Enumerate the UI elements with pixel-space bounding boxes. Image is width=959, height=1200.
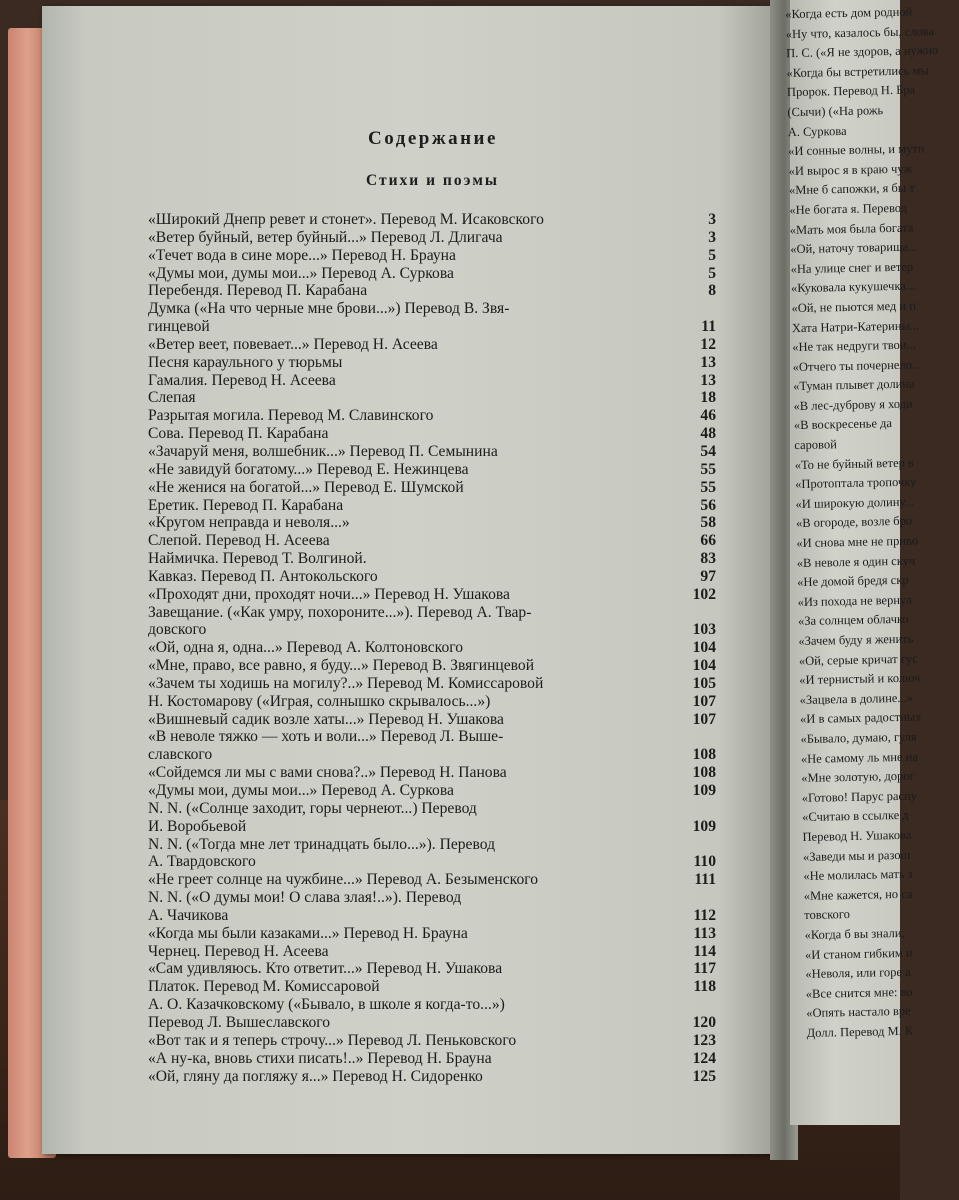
toc-entry-title: довского [148,621,207,639]
toc-entry-title: Сова. Перевод П. Карабана [148,425,329,443]
toc-entry [148,657,716,675]
right-page-line: «За солнцем облачко [797,612,909,629]
toc-entry [148,943,716,961]
toc-entry-title: N. N. («Солнце заходит, горы чернеют...) Перевод [148,799,477,817]
right-page-line: «Опять настало вре [806,1004,911,1021]
toc-entry-title: «В неволе тяжко — хоть и воли...» Перевод Л. Выше- [148,728,504,746]
right-page-line: «Когда бы встретились мы [786,62,929,80]
toc-entry-page-number: 113 [693,924,716,942]
toc-entry-page-number: 112 [693,906,716,924]
toc-entry-title: «Широкий Днепр ревет и стонет». Перевод М. Исаковского [148,211,544,228]
toc-entry [148,550,716,568]
toc-entry [148,461,716,479]
toc-entry-page-number: 97 [700,567,716,585]
toc-entry [148,514,716,532]
toc-entry [148,479,716,497]
toc-entry [148,996,716,1014]
toc-entry-title: «Не женися на богатой...» Перевод Е. Шумской [148,478,464,496]
toc-entry-page-number: 109 [692,782,716,799]
toc-entry-page-number: 66 [700,532,716,550]
right-page-line: «И в самых радостных [799,709,922,727]
toc-entry-title: Разрытая могила. Перевод М. Славинского [148,407,434,425]
toc-entry [148,853,716,871]
toc-entry [148,265,716,283]
toc-entry [148,1050,716,1068]
toc-entry [148,336,716,354]
toc-entry-title: «Не греет солнце на чужбине...» Перевод А. Безыменского [148,871,539,889]
right-page [785,0,939,1125]
toc-entry-page-number: 48 [700,425,716,443]
toc-entry [148,282,716,300]
toc-entry-page-number: 105 [692,674,716,692]
toc-entry [148,621,716,639]
right-page-line: «Не молилась мать з [803,866,913,884]
right-page-line: «Ой, наточу товарища... [790,239,918,257]
right-page-line: «Считаю в ссылке д [802,808,909,825]
right-page-line: «Неволя, или горе а [805,964,911,982]
toc-entry [148,728,716,746]
toc-entry-title: И. Воробьевой [148,817,247,835]
toc-entry-page-number: 3 [708,211,716,228]
right-page-line: «Готово! Парус распу [801,788,918,805]
toc-entry-title: «Думы мои, думы мои...» Перевод А. Суркова [148,782,454,799]
toc-entry-title: Слепой. Перевод Н. Асеева [148,532,330,550]
toc-entry-page-number: 55 [700,460,716,478]
right-page-line: «Мне б сапожки, я бы т [788,180,915,198]
right-page-line: саровой [794,437,838,453]
right-page-line: «И станом гибким и [804,945,913,962]
toc-entry-title: «Ветер веет, повевает...» Перевод Н. Асеева [148,335,438,353]
toc-entry-title: Песня караульного у тюрьмы [148,353,343,371]
toc-entry-page-number: 104 [692,639,716,657]
right-page-line: товского [804,907,851,923]
toc-entry-title: гинцевой [148,318,210,336]
toc-entry-title: N. N. («О думы мои! О слава злая!..»). Перевод [148,889,462,907]
toc-entry [148,800,716,818]
toc-entry-page-number: 108 [692,746,716,764]
toc-entry [148,211,716,229]
right-page-line: «Мне кажется, но са [803,886,913,903]
right-page-line: «В огороде, возле бро [795,514,913,531]
right-page-text [785,3,939,1043]
right-page-line: «Мать моя была богата [789,220,914,237]
toc-entry-title: Перевод Л. Вышеславского [148,1013,331,1031]
toc-entry [148,1014,716,1032]
toc-entry-page-number: 8 [708,282,716,300]
right-page-line: «Ой, не пьются мед и п [791,298,917,316]
right-page-line: Долл. Перевод М. К [806,1023,914,1040]
toc-entry-page-number: 114 [693,942,716,960]
toc-entry-title: «Кругом неправда и неволя...» [148,514,350,532]
toc-entry-page-number: 108 [692,764,716,782]
toc-entry-title: А. Твардовского [148,853,256,871]
right-page-line: «Ну что, казалось бы, слова [785,23,935,41]
right-page-line: «И широкую долину... [795,494,914,511]
right-page-line: «Протоптала тропочку [795,474,917,492]
toc-entry-title: «Вот так и я теперь строчу...» Перевод Л. Пеньковского [148,1031,517,1049]
toc-entry [148,764,716,782]
toc-entry-page-number: 83 [700,550,716,568]
toc-entry [148,532,716,550]
toc-entry-title: славского [148,746,213,764]
right-page-line: «Бывало, думаю, гуля [800,729,917,747]
toc-entry-page-number: 13 [700,371,716,389]
toc-entry-title: Еретик. Перевод П. Карабана [148,496,344,514]
toc-entry-page-number: 58 [700,514,716,532]
right-page-line: «Когда есть дом родной [785,4,913,22]
toc-entry [148,960,716,978]
toc-entry [148,586,716,604]
toc-entry [148,871,716,889]
toc-entry [148,978,716,996]
right-page-line: «И вырос я в краю чуж [788,161,913,178]
toc-entry-title: Завещание. («Как умру, похороните...»). Перевод А. Твар- [148,603,532,621]
toc-entry-title: «Ой, одна я, одна...» Перевод А. Колтоновского [148,639,464,657]
toc-entry-title: А. О. Казачковскому («Бывало, в школе я когда-то...») [148,996,505,1014]
right-page-line: «Не богата я. Перевод [789,200,908,218]
toc-entry [148,389,716,407]
toc-entry-title: «Проходят дни, проходят ночи...» Перевод Н. Ушакова [148,585,510,603]
right-page-line: «Отчего ты почернело... [792,357,922,374]
right-page-line: «Ой, серые кричат гус [798,651,918,668]
right-page-line: «И сонные волны, и мутн [788,141,925,159]
toc-entry-page-number: 118 [693,978,716,996]
toc-entry-page-number: 117 [693,960,716,978]
toc-entry-title: «Мне, право, все равно, я буду...» Перевод В. Звягинцевой [148,657,535,675]
right-page-line: «То не буйный ветер в [794,455,914,472]
right-page-line: «Не так недруги твои... [792,337,917,355]
toc-entry-title: «Зачем ты ходишь на могилу?..» Перевод М. Комиссаровой [148,674,544,692]
right-page-line: Хата Натри-Катерины... [791,317,920,335]
toc-entry [148,318,716,336]
toc-entry-title: А. Чачикова [148,906,229,924]
toc-entry-page-number: 55 [700,478,716,496]
toc-entry-page-number: 125 [692,1067,716,1085]
toc-entry-page-number: 13 [700,353,716,371]
toc-entry-title: «Когда мы были казаками...» Перевод Н. Брауна [148,924,468,942]
toc-entry-page-number: 103 [692,621,716,639]
right-page-line: А. Суркова [787,123,847,139]
right-page-line: «Зачем буду я женить [798,631,914,649]
toc-entry [148,639,716,657]
toc-entry-title: «Думы мои, думы мои...» Перевод А. Суркова [148,264,454,282]
toc-entry [148,746,716,764]
toc-entry-title: Кавказ. Перевод П. Антокольского [148,567,378,585]
right-page-line: «Из похода не вернул [797,592,913,609]
toc-entry [148,925,716,943]
toc-entry-title: Наймичка. Перевод Т. Волгиной. [148,550,367,568]
toc-entry [148,300,716,318]
toc-entry-title: «Ветер буйный, ветер буйный...» Перевод Л. Длигача [148,228,503,246]
right-page-line: «Все снится мне: во [805,984,913,1001]
toc-entry-title: Слепая [148,389,196,407]
toc-entry-page-number: 111 [694,871,716,889]
toc-entry-title: «Зачаруй меня, волшебник...» Перевод П. Семынина [148,442,498,460]
toc-entry [148,1032,716,1050]
right-page-line: «На улице снег и ветер [790,259,914,276]
toc-entry-page-number: 12 [700,335,716,353]
right-page-line: «Заведи мы и разош [802,847,911,864]
right-page-line: П. С. («Я не здоров, а нужно [785,43,939,61]
toc-entry [148,372,716,390]
right-page-line: «В лес-дуброву я ходи [793,396,913,413]
toc-entry-title: Перебендя. Перевод П. Карабана [148,282,368,300]
table-of-contents [148,211,716,1085]
toc-entry [148,907,716,925]
toc-entry-page-number: 5 [708,246,716,264]
toc-entry [148,568,716,586]
toc-entry [148,497,716,515]
toc-entry-page-number: 46 [700,407,716,425]
toc-entry-title: «Сойдемся ли мы с вами снова?..» Перевод Н. Панова [148,764,507,782]
toc-entry-title: Думка («На что черные мне брови...») Перевод В. Звя- [148,300,510,318]
right-page-line: «И снова мне не приво [796,533,919,551]
right-page-line: «И тернистый и колюч [799,670,921,688]
toc-entry-title: Гамалия. Перевод Н. Асеева [148,371,336,389]
toc-entry-title: «Ой, гляну да погляжу я...» Перевод Н. Сидоренко [148,1067,483,1085]
toc-entry [148,889,716,907]
right-page-line: «В неволе я один скуч [796,553,916,570]
toc-entry [148,247,716,265]
right-page-line: «В воскресенье да [793,416,893,433]
toc-entry [148,818,716,836]
toc-entry [148,354,716,372]
toc-entry [148,711,716,729]
toc-entry [148,1068,716,1086]
toc-entry-page-number: 5 [708,264,716,282]
toc-entry-title: «Сам удивляюсь. Кто ответит...» Перевод Н. Ушакова [148,960,503,978]
toc-entry-page-number: 109 [692,817,716,835]
toc-entry-title: «Течет вода в сине море...» Перевод Н. Брауна [148,246,456,264]
right-page-line: «Зацвела в долине...» [799,690,914,707]
toc-entry-page-number: 18 [700,389,716,407]
toc-entry-page-number: 107 [692,692,716,710]
right-page-line: «Когда б вы знали, [804,925,905,942]
toc-entry-title: «А ну-ка, вновь стихи писать!..» Перевод Н. Брауна [148,1049,492,1067]
toc-entry-page-number: 104 [692,657,716,675]
toc-entry-title: Платок. Перевод М. Комиссаровой [148,978,380,996]
toc-entry [148,407,716,425]
toc-entry-title: «Не завидуй богатому...» Перевод Е. Нежинцева [148,460,469,478]
toc-entry-title: Чернец. Перевод Н. Асеева [148,942,329,960]
section-heading: Стихи и поэмы [366,172,499,189]
contents-heading: Содержание [368,128,498,149]
toc-entry [148,782,716,800]
toc-entry-page-number: 56 [700,496,716,514]
right-page-line: Перевод Н. Ушакова [802,827,912,844]
right-page-line: «Не домой бредя скр [797,572,909,590]
toc-entry-title: «Вишневый садик возле хаты...» Перевод Н. Ушакова [148,710,504,728]
toc-entry-page-number: 123 [692,1031,716,1049]
right-page-line: Пророк. Перевод Н. Бра [786,82,916,100]
right-page-line: (Сычи) («На рожь [787,103,884,120]
toc-entry [148,443,716,461]
toc-entry [148,675,716,693]
toc-entry-page-number: 107 [692,710,716,728]
toc-entry [148,693,716,711]
right-page-line: «Мне золотую, дорог [801,768,915,786]
toc-entry-page-number: 124 [692,1049,716,1067]
toc-entry-page-number: 11 [701,318,716,336]
toc-entry-title: N. N. («Тогда мне лет тринадцать было...»). Перевод [148,835,496,853]
toc-entry [148,229,716,247]
toc-entry-page-number: 3 [708,228,716,246]
toc-entry [148,604,716,622]
toc-entry-page-number: 110 [693,853,716,871]
right-page-line: «Туман плывет долина [792,376,915,394]
right-page-line: «Не самому ль мне на [800,749,919,766]
right-page-line: «Куковала кукушечка... [790,278,916,296]
toc-entry-page-number: 54 [700,442,716,460]
toc-entry [148,836,716,854]
toc-entry-title: Н. Костомарову («Играя, солнышко скрывалось...») [148,692,491,710]
toc-entry-page-number: 102 [692,585,716,603]
toc-entry-page-number: 120 [692,1013,716,1031]
toc-entry [148,425,716,443]
